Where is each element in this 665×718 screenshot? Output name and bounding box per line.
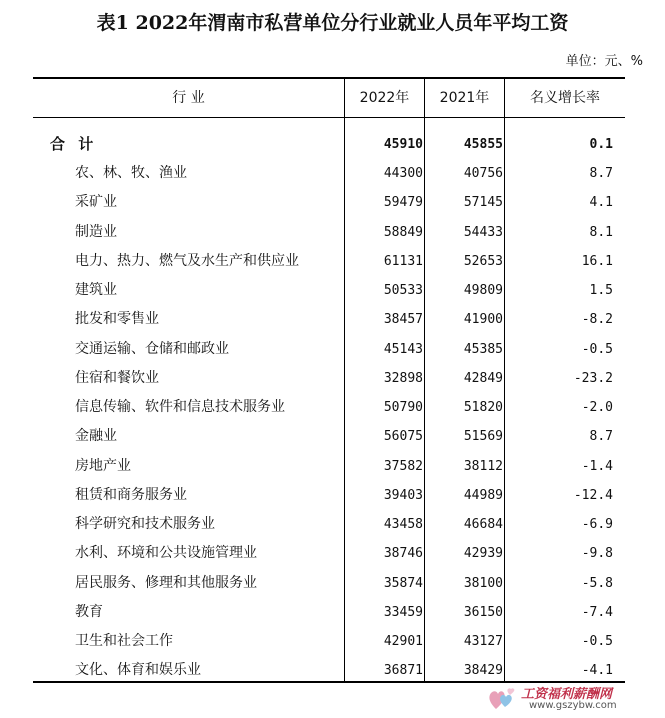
growth-rate: 8.1 [589,224,613,240]
growth-rate: -12.4 [573,487,613,503]
unit-label: 单位：元、% [565,54,643,69]
industry-name: 金融业 [75,428,117,445]
wage-2021: 41900 [463,312,503,328]
industry-name: 住宿和餐饮业 [75,369,159,386]
growth-rate: -0.5 [581,634,613,649]
wage-2022: 45143 [383,341,423,357]
wage-2021: 43127 [463,634,503,649]
wage-2022: 38746 [383,546,423,562]
table-row [33,539,625,568]
watermark-url: www.gszybw.com [529,700,617,711]
industry-name: 交通运输、仓储和邮政业 [75,340,229,357]
industry-name: 建筑业 [75,282,117,298]
wage-2022: 37582 [383,458,423,474]
growth-rate: -23.2 [573,370,613,386]
wage-2022: 58849 [383,224,423,240]
wage-2021: 38429 [463,663,503,679]
industry-name: 批发和零售业 [75,311,159,328]
wage-2022: 44300 [383,166,423,181]
wage-2021: 46684 [463,517,503,532]
wage-2021: 54433 [463,224,503,240]
total-label: 合 计 [50,135,98,153]
table-row [33,247,625,276]
growth-rate: -2.0 [581,400,613,415]
growth-rate: -1.4 [581,458,613,474]
wage-2021: 36150 [463,604,503,620]
growth-rate: 1.5 [589,283,613,298]
wage-2022: 38457 [383,312,423,328]
wage-2022: 42901 [383,634,423,649]
industry-name: 农、林、牧、渔业 [75,165,187,181]
industry-name: 教育 [75,603,103,620]
wage-2022: 39403 [383,487,423,503]
table-row [33,393,625,422]
table-row [33,569,625,598]
header-2022: 2022年 [359,90,410,106]
table-row [33,481,625,510]
header-2021: 2021年 [439,90,490,106]
growth-rate: -7.4 [581,604,613,620]
header-industry: 行 业 [172,90,205,106]
total-growth: 0.1 [589,137,613,152]
industry-name: 租赁和商务服务业 [75,486,187,503]
growth-rate: -6.9 [581,517,613,532]
wage-2021: 44989 [463,487,503,503]
table-row [33,218,625,247]
wage-2021: 40756 [463,166,503,181]
table-row [33,276,625,305]
growth-rate: 8.7 [589,429,613,445]
growth-rate: 4.1 [589,195,613,211]
total-2022: 45910 [383,137,423,152]
wage-2022: 59479 [383,195,423,211]
watermark-text: 工资福利薪酬网 [521,687,613,702]
wage-2021: 38100 [463,575,503,591]
table-row [33,656,625,685]
wage-2022: 61131 [383,253,423,269]
table-row [33,305,625,334]
industry-name: 文化、体育和娱乐业 [75,662,201,679]
growth-rate: 16.1 [581,253,613,269]
industry-name: 制造业 [75,223,117,240]
header-rule [33,117,625,118]
wage-2022: 36871 [383,663,423,679]
growth-rate: -4.1 [581,663,613,679]
table-row [33,159,625,188]
table-row [33,422,625,451]
industry-name: 采矿业 [75,194,117,211]
table-row [33,335,625,364]
wage-2021: 51820 [463,400,503,415]
growth-rate: -5.8 [581,575,613,591]
wage-2022: 50790 [383,400,423,415]
growth-rate: -9.8 [581,546,613,562]
wage-2021: 42939 [463,546,503,562]
wage-2021: 57145 [463,195,503,211]
table-row [33,627,625,656]
wage-2021: 45385 [463,341,503,357]
table-row [33,510,625,539]
industry-name: 科学研究和技术服务业 [75,516,215,532]
wage-2022: 33459 [383,604,423,620]
wage-2021: 49809 [463,283,503,298]
table-row [33,188,625,217]
total-2021: 45855 [463,137,503,152]
header-growth: 名义增长率 [530,90,600,106]
wage-2022: 35874 [383,575,423,591]
wage-2022: 50533 [383,283,423,298]
wage-2022: 56075 [383,429,423,445]
industry-name: 房地产业 [75,457,131,474]
wage-2021: 42849 [463,370,503,386]
growth-rate: -0.5 [581,341,613,357]
wage-2022: 43458 [383,517,423,532]
wage-2021: 52653 [463,253,503,269]
industry-name: 卫生和社会工作 [75,633,173,649]
table-row [33,598,625,627]
wage-2022: 32898 [383,370,423,386]
table-row [33,452,625,481]
industry-name: 水利、环境和公共设施管理业 [75,545,257,562]
industry-name: 居民服务、修理和其他服务业 [75,574,257,591]
site-watermark [483,683,653,715]
wage-2021: 38112 [463,458,503,474]
industry-name: 信息传输、软件和信息技术服务业 [75,399,285,415]
wage-2021: 51569 [463,429,503,445]
growth-rate: 8.7 [589,166,613,181]
growth-rate: -8.2 [581,312,613,328]
table-row [33,364,625,393]
table-title: 表1 2022年渭南市私营单位分行业就业人员年平均工资 [96,12,569,34]
industry-name: 电力、热力、燃气及水生产和供应业 [75,252,299,269]
heart-logo-icon [487,685,517,713]
total-row [33,130,625,159]
